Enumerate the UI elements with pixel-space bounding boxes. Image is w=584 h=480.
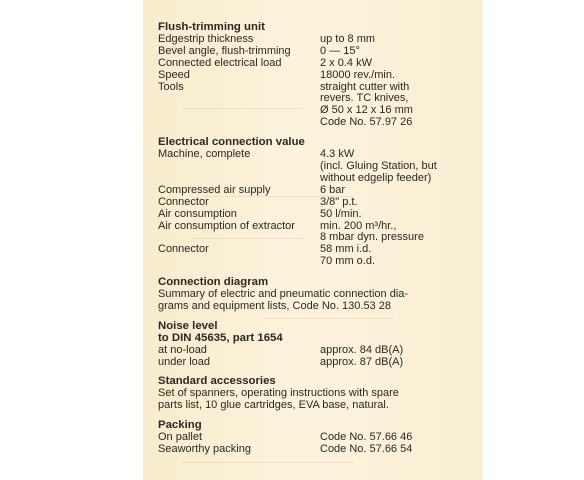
spec-value-line: without edgelip feeder) (320, 171, 432, 184)
spec-value (320, 209, 488, 221)
section-electrical-connection (158, 137, 488, 268)
section-flush-trimming (158, 22, 488, 129)
section-heading: Noise level (158, 319, 218, 332)
spec-label: Seaworthy packing (158, 443, 251, 455)
spec-row (158, 357, 488, 369)
section-connection-diagram (158, 277, 488, 313)
spec-value-line: straight cutter with (320, 80, 410, 93)
spec-row (158, 82, 488, 130)
spec-label: Bevel angle, flush-trimming (158, 44, 291, 57)
spec-row (158, 46, 488, 58)
spec-row (158, 185, 488, 197)
paragraph-line: parts list, 10 glue cartridges, EVA base, natural. (158, 399, 389, 412)
spec-row (158, 149, 488, 185)
spec-label: Edgestrip thickness (158, 32, 254, 45)
section-heading: Connection diagram (158, 276, 269, 289)
spec-row (158, 197, 488, 209)
spec-value (320, 82, 488, 130)
spec-value-line: 3/8" p.t. (320, 195, 358, 208)
spec-value-line: (incl. Gluing Station, but (320, 159, 437, 172)
spec-row (158, 58, 488, 70)
spec-label: Connector (158, 195, 209, 208)
paragraph-line: Summary of electric and pneumatic connection dia- (158, 288, 409, 301)
spec-value (320, 149, 488, 185)
section-heading: Flush-trimming unit (158, 21, 265, 33)
spec-value-line: 2 x 0.4 kW (320, 56, 372, 69)
section-heading: Electrical connection value (158, 136, 305, 149)
spec-value-line: 0 — 15° (320, 44, 360, 57)
paragraph-line: Set of spanners, operating instructions with spare (158, 387, 399, 400)
spec-row (158, 444, 488, 456)
spec-value (320, 244, 488, 268)
spec-value-line: up to 8 mm (320, 32, 376, 45)
spec-value-line: Code No. 57.66 46 (320, 431, 413, 444)
spec-value-line: Ø 50 x 12 x 16 mm (320, 104, 413, 117)
spec-value-line: Code No. 57.97 26 (320, 116, 413, 129)
spec-value-line: 70 mm o.d. (320, 255, 376, 268)
spec-value (320, 46, 488, 58)
section-subheading: to DIN 45635, part 1654 (158, 331, 283, 344)
spec-label: Machine, complete (158, 148, 251, 161)
section-noise-level (158, 321, 488, 369)
spec-row (158, 244, 488, 268)
spec-value (320, 197, 488, 209)
spec-value-line: approx. 84 dB(A) (320, 343, 404, 356)
spec-value-line: 4.3 kW (320, 148, 355, 161)
spec-row (158, 345, 488, 357)
spec-value (320, 221, 488, 245)
paragraph-line: grams and equipment lists, Code No. 130.53 28 (158, 299, 391, 312)
spec-label: Tools (158, 80, 184, 93)
spec-value-line: revers. TC knives, (320, 92, 409, 105)
spec-value (320, 58, 488, 70)
spec-row (158, 221, 488, 245)
spec-label: at no-load (158, 343, 207, 356)
spec-value (320, 70, 488, 82)
spec-row (158, 70, 488, 82)
spec-value-line: 6 bar (320, 183, 346, 196)
spec-value-line: 18000 rev./min. (320, 68, 396, 81)
spec-label: Air consumption of extractor (158, 219, 295, 232)
section-heading: Packing (158, 419, 202, 432)
spec-value-line: 50 l/min. (320, 207, 362, 220)
spec-label: under load (158, 355, 210, 368)
spec-label: Connected electrical load (158, 56, 282, 69)
spec-value (320, 357, 488, 369)
spec-value-line: Code No. 57.66 54 (320, 443, 413, 455)
spec-value (320, 444, 488, 456)
spec-value-line: 8 mbar dyn. pressure (320, 231, 424, 244)
section-standard-accessories (158, 376, 488, 412)
spec-sheet (158, 22, 488, 464)
section-heading: Standard accessories (158, 375, 276, 388)
spec-label: Connector (158, 243, 209, 256)
spec-label: Compressed air supply (158, 183, 271, 196)
spec-label: Speed (158, 68, 190, 81)
spec-value-line: approx. 87 dB(A) (320, 355, 404, 368)
spec-label: On pallet (158, 431, 203, 444)
spec-value-line: 58 mm i.d. (320, 243, 372, 256)
spec-value (320, 345, 488, 357)
spec-value-line: min. 200 m³/hr., (320, 219, 397, 232)
spec-row (158, 209, 488, 221)
spec-value (320, 185, 488, 197)
section-packing (158, 420, 488, 456)
spec-label: Air consumption (158, 207, 237, 220)
